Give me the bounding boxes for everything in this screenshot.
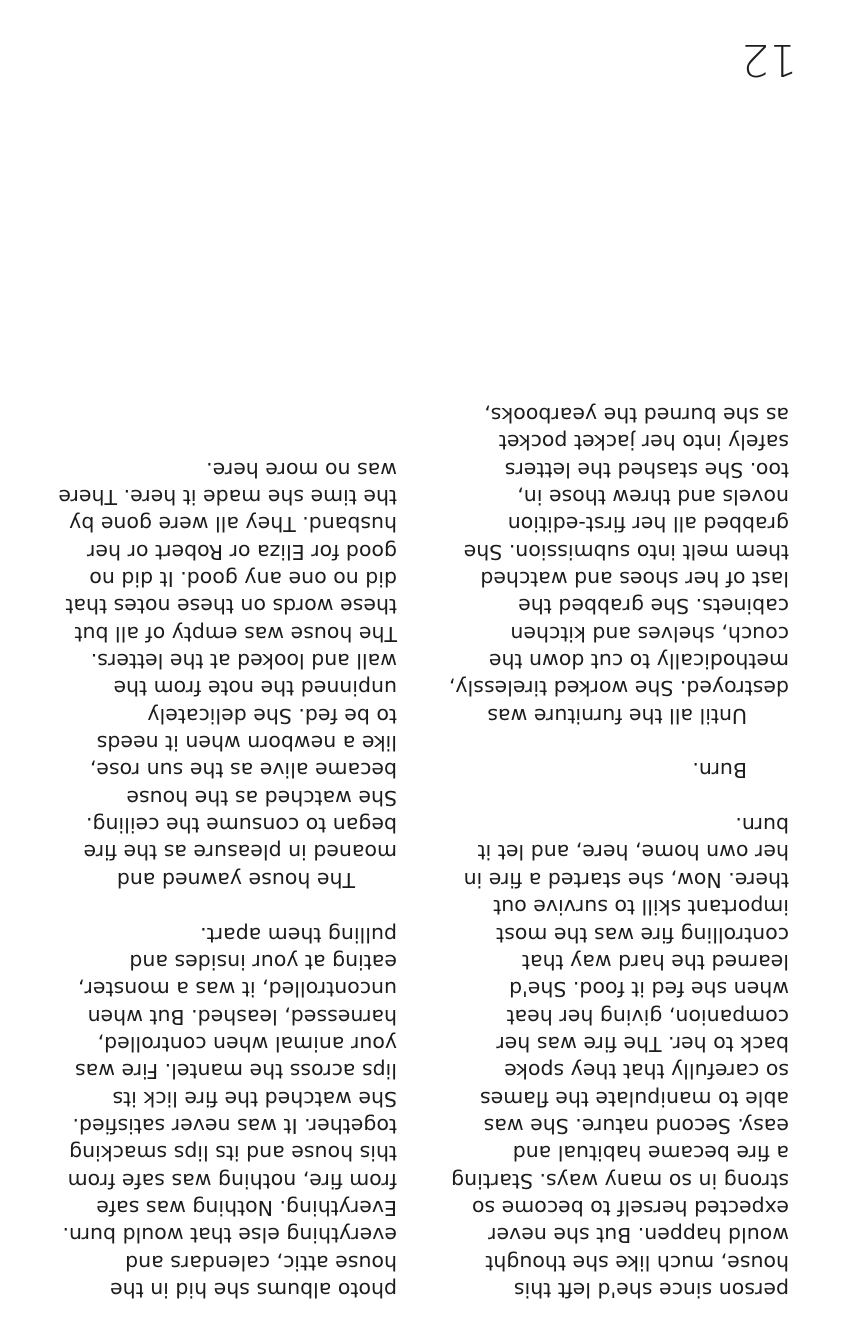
text-line: would happen. But she never (488, 1223, 789, 1248)
text-line: novels and threw those in, (517, 485, 789, 510)
paragraph-gap (424, 783, 789, 810)
text-line: too. She stashed the letters (504, 457, 789, 482)
text-line: the time she made it here. There (58, 485, 397, 510)
text-line: became alive as the sun rose, (89, 758, 397, 783)
text-line: your animal when controlled, (97, 1031, 397, 1056)
text-line: these words on these notes that (65, 594, 397, 619)
paragraph (424, 401, 789, 729)
text-line: Everything. Nothing was safe (96, 1195, 397, 1220)
text-line: strong in so many ways. Starting (451, 1168, 789, 1193)
text-line: from fire, nothing was safe from (67, 1168, 397, 1193)
text-line: burn. (735, 813, 789, 838)
text-line: eating at your insides and (129, 949, 397, 974)
text-line: lips across the mantel. Fire was (74, 1059, 397, 1084)
text-line: cabinets. She grabbed the (518, 594, 789, 619)
page-number: 12 (741, 34, 797, 85)
text-line: to be fed. She delicately (147, 703, 397, 728)
text-line: like a newborn when it needs (96, 731, 397, 756)
text-line: expected herself to become so (471, 1195, 789, 1220)
left-text-column (424, 401, 789, 1303)
text-line: as she burned the yearbooks, (484, 403, 789, 427)
paragraph (424, 811, 789, 1303)
paragraph-gap (424, 729, 789, 756)
text-line: She watched as the house (126, 785, 397, 810)
paragraph (27, 920, 397, 1303)
text-line: harnessed, leashed. But when (87, 1004, 397, 1029)
text-line: controlling fire was the most (496, 922, 789, 947)
text-line: everything else that would burn. (62, 1223, 397, 1248)
text-line: The house yawned and (116, 867, 355, 892)
text-line: good for Eliza or Robert or her (87, 539, 397, 564)
text-line: couch, shelves and kitchen (510, 621, 789, 646)
text-line: easy. Second nature. She was (483, 1113, 789, 1138)
text-line: grabbed all her first-edition (507, 512, 789, 537)
text-line: house attic, calendars and (125, 1250, 397, 1275)
text-line: able to manipulate the flames (479, 1086, 789, 1111)
paragraph (424, 756, 789, 783)
text-line: did no one any good. It did no (89, 567, 397, 592)
text-line: methodically to cut down the (488, 649, 789, 674)
right-text-column (27, 455, 397, 1303)
text-line: uncontrolled, it was a monster, (77, 977, 397, 1002)
text-line: person since she'd left this (513, 1278, 789, 1302)
text-line: her own home, here, and let it (477, 840, 789, 865)
text-line: moaned in pleasure as the fire (83, 840, 397, 865)
text-line: a fire became habitual and (512, 1141, 789, 1166)
text-line: She watched the fire lick its (112, 1086, 397, 1111)
text-line: last of her shoes and watched (480, 567, 789, 592)
text-line: when she fed it food. She'd (509, 977, 789, 1002)
paragraph (27, 455, 397, 893)
text-line: safely into her jacket pocket (498, 430, 789, 455)
text-line: together. It was never satisfied. (72, 1113, 397, 1138)
text-line: so carefully that they spoke (504, 1059, 789, 1084)
paragraph-gap (27, 893, 397, 920)
text-line: there. Now, she started a fire in (463, 867, 789, 892)
text-line: began to consume the ceiling. (85, 813, 397, 838)
text-line: important skill to survive out (493, 895, 789, 920)
text-line: photo albums she hid in the (110, 1278, 397, 1302)
text-line: was no more here. (206, 457, 397, 482)
text-line: The house was empty of all but (74, 621, 397, 646)
text-line: companion, giving her heat (506, 1004, 789, 1029)
text-line: Until all the furniture was (487, 703, 747, 728)
text-line: Burn. (692, 758, 747, 783)
text-line: husband. They all were gone by (69, 512, 397, 537)
text-line: unpinned the note from the (113, 676, 397, 701)
text-line: back to her. The fire was her (496, 1031, 789, 1056)
text-line: pulling them apart. (200, 922, 397, 947)
text-line: destroyed. She worked tirelessly, (448, 676, 789, 701)
text-line: learned the hard way that (522, 949, 789, 974)
text-line: them melt into submission. She (463, 539, 789, 564)
text-line: wall and looked at the letters. (90, 649, 397, 674)
text-line: house, much like she thought (485, 1250, 789, 1275)
text-line: this house and its lips smacking (69, 1141, 397, 1166)
